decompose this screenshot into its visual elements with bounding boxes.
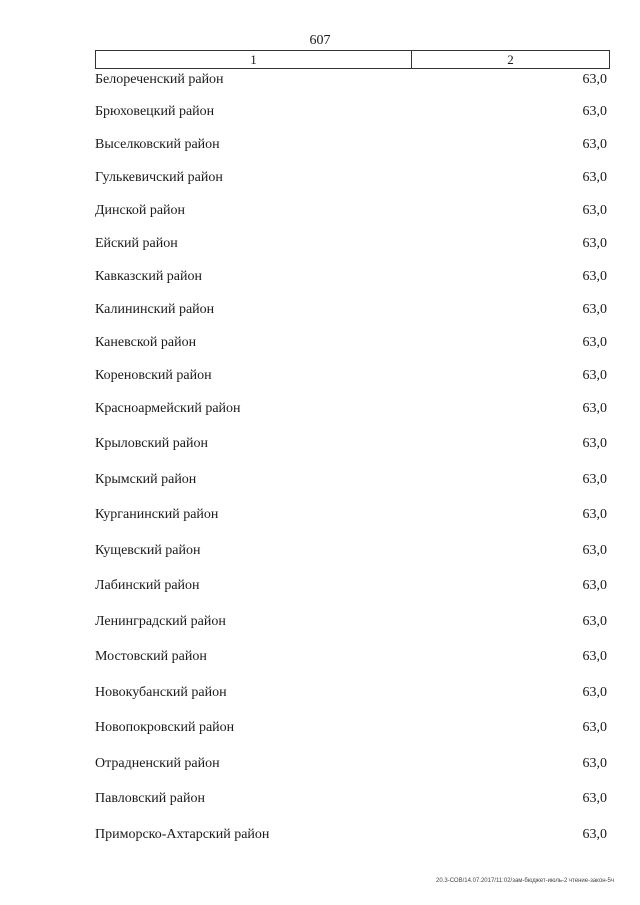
table-row: [95, 102, 607, 122]
district-name: Ленинградский район: [95, 614, 226, 629]
table-row: [95, 300, 607, 320]
district-name: Ейский район: [95, 236, 178, 251]
footer-stamp: 20.3-СОВ/14.07.2017/11:02/зам-бюджет-июль-2 чтение-закон-5ч: [436, 878, 614, 884]
table-row: [95, 399, 607, 419]
district-name: Мостовский район: [95, 649, 207, 664]
table-row: [95, 70, 607, 90]
district-value: 63,0: [582, 436, 607, 451]
district-name: Новокубанский район: [95, 685, 227, 700]
district-name: Красноармейский район: [95, 401, 241, 416]
district-name: Кавказский район: [95, 269, 203, 284]
district-name: Приморско-Ахтарский район: [95, 827, 270, 842]
district-name: Кореновский район: [95, 368, 212, 383]
district-name: Отрадненский район: [95, 756, 220, 771]
table-row: [95, 789, 607, 809]
district-value: 63,0: [582, 335, 607, 350]
table-header: [95, 50, 610, 69]
district-value: 63,0: [582, 137, 607, 152]
table-row: [95, 576, 607, 596]
table-row: [95, 234, 607, 254]
district-name: Крыловский район: [95, 436, 208, 451]
district-value: 63,0: [582, 649, 607, 664]
district-value: 63,0: [582, 170, 607, 185]
table-row: [95, 267, 607, 287]
district-name: Кущевский район: [95, 543, 201, 558]
table-row: [95, 825, 607, 845]
district-value: 63,0: [582, 269, 607, 284]
district-name: Курганинский район: [95, 507, 219, 522]
table-row: [95, 135, 607, 155]
district-value: 63,0: [582, 401, 607, 416]
table-row: [95, 366, 607, 386]
table-row: [95, 683, 607, 703]
table-row: [95, 718, 607, 738]
table-row: [95, 168, 607, 188]
district-name: Лабинский район: [95, 578, 200, 593]
district-value: 63,0: [582, 507, 607, 522]
district-value: 63,0: [582, 578, 607, 593]
table-row: [95, 333, 607, 353]
district-value: 63,0: [582, 104, 607, 119]
district-name: Новопокровский район: [95, 720, 235, 735]
column-header-1: 1: [96, 51, 412, 68]
district-name: Брюховецкий район: [95, 104, 215, 119]
district-value: 63,0: [582, 236, 607, 251]
district-value: 63,0: [582, 756, 607, 771]
table-row: [95, 612, 607, 632]
table-row: [95, 505, 607, 525]
district-name: Каневской район: [95, 335, 197, 350]
district-value: 63,0: [582, 685, 607, 700]
table-row: [95, 754, 607, 774]
district-value: 63,0: [582, 368, 607, 383]
district-name: Выселковский район: [95, 137, 220, 152]
table-row: [95, 541, 607, 561]
district-value: 63,0: [582, 614, 607, 629]
district-value: 63,0: [582, 827, 607, 842]
district-value: 63,0: [582, 720, 607, 735]
table-row: [95, 201, 607, 221]
district-value: 63,0: [582, 203, 607, 218]
column-header-2: 2: [507, 51, 514, 67]
district-value: 63,0: [582, 472, 607, 487]
district-name: Белореченский район: [95, 72, 224, 87]
page-number: 607: [309, 33, 331, 48]
district-name: Павловский район: [95, 791, 205, 806]
district-value: 63,0: [582, 543, 607, 558]
district-name: Гулькевичский район: [95, 170, 223, 185]
district-name: Калининский район: [95, 302, 215, 317]
table-row: [95, 470, 607, 490]
district-name: Крымский район: [95, 472, 197, 487]
district-value: 63,0: [582, 72, 607, 87]
district-value: 63,0: [582, 791, 607, 806]
table-row: [95, 434, 607, 454]
district-value: 63,0: [582, 302, 607, 317]
district-name: Динской район: [95, 203, 186, 218]
table-row: [95, 647, 607, 667]
